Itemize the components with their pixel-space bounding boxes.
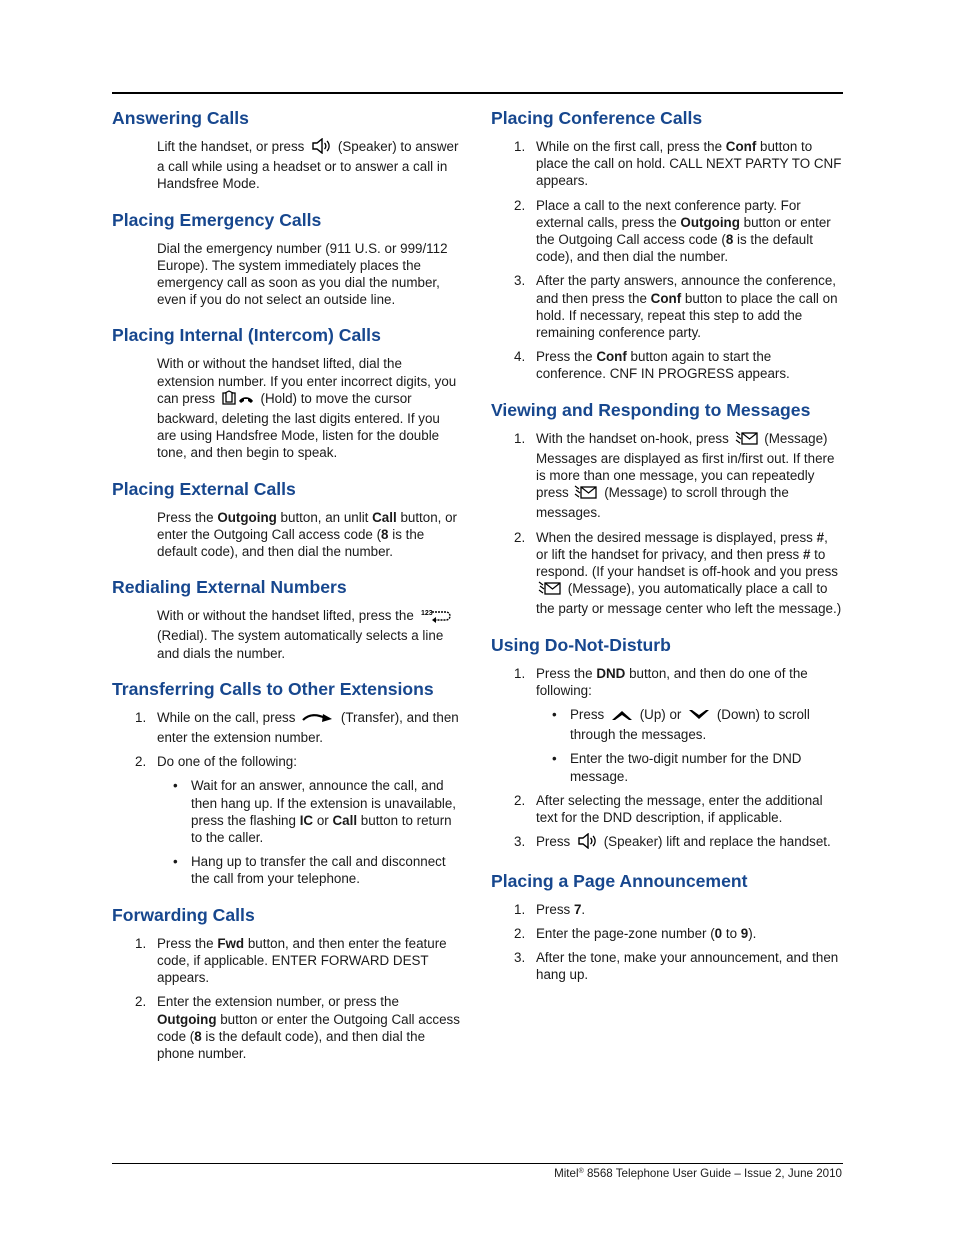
list-item: 1. While on the call, press (Transfer), and then enter the extension number. [135,709,459,746]
section-dnd [491,633,843,854]
section-emergency-calls [112,208,462,309]
heading-dnd: Using Do-Not-Disturb [491,634,671,655]
heading-transferring: Transferring Calls to Other Extensions [112,678,434,699]
list-item: • Hang up to transfer the call and disconnect the call from your telephone. [173,854,446,887]
list-item: • Press (Up) or (Down) to scroll through the messages. [552,707,810,743]
heading-external-calls: Placing External Calls [112,478,296,499]
section-redialing [112,575,462,662]
section-transferring [112,677,462,888]
message-icon [574,484,598,504]
internal-calls-text: With or without the handset lifted, dial the extension number. If you enter incorrect digits, you can press (Hold) to move the cursor backward, deleting the last digits entered. If you are using Handsfree Mode, listen for the double tone, and then begin to speak. [157,356,457,461]
section-answering-calls [112,106,462,193]
heading-page-announcement: Placing a Page Announcement [491,870,748,891]
section-external-calls [112,477,462,561]
heading-forwarding: Forwarding Calls [112,904,255,925]
speaker-icon [310,138,332,158]
down-arrow-icon [687,708,711,726]
speaker-icon [576,833,598,853]
dnd-steps [491,665,843,854]
heading-emergency-calls: Placing Emergency Calls [112,209,322,230]
section-internal-calls [112,323,462,461]
list-item: 1. Press the DND button, and then do one of the following: • Press (Up) or (Down) to scroll through the messages. • Enter the two-digit number for the DND message. [491,665,843,785]
external-calls-text: Press the Outgoing button, an unlit Call button, or enter the Outgoing Call access code (8 is the default code), and then dial the number. [157,509,458,560]
list-item: 1. Press 7. [514,901,586,917]
list-item: 3. Press (Speaker) lift and replace the handset. [491,833,843,853]
list-item: 2. Do one of the following: • Wait for an answer, announce the call, and then hang up. If the extension is unavailable, press the flashing IC or Call button to return to the caller. • Hang up to transfer the call and disconnect the call from your telephone. [112,753,462,887]
page-footer: Mitel® 8568 Telephone User Guide – Issue 2, June 2010 [554,1167,842,1180]
redial-icon [420,607,454,627]
section-messages [491,398,843,618]
transfer-steps [112,709,462,888]
list-item: 2. Enter the extension number, or press the Outgoing button or enter the Outgoing Call access code (8 is the default code), and then dial the phone number. [135,994,460,1061]
dnd-options [536,706,843,785]
section-forwarding [112,903,462,1062]
hold-icon [221,390,255,410]
message-icon [735,430,759,450]
list-item: 2. Enter the page-zone number (0 to 9). [514,925,757,941]
left-column [112,106,462,1077]
list-item: 1. While on the first call, press the Conf button to place the call on hold. CALL NEXT PARTY TO CNF appears. [514,139,842,189]
list-item: 1. With the handset on-hook, press (Message) Messages are displayed as first in/first out. If there is more than one message, you can repeatedly press (Message) to scroll through the messages. [514,430,835,521]
list-item: 2. When the desired message is displayed, press #, or lift the handset for privacy, and then press # to respond. (If your handset is off-hook and you press (Message), you automatically place a call to the party or message center who left the message.) [514,529,842,617]
heading-messages: Viewing and Responding to Messages [491,399,811,420]
right-column [491,106,843,998]
list-item: 1. Press the Fwd button, and then enter the feature code, if applicable. ENTER FORWARD DEST appears. [135,935,447,986]
message-steps [491,430,843,618]
up-arrow-icon [610,708,634,726]
header-rule [112,92,843,94]
heading-answering-calls: Answering Calls [112,108,249,128]
list-item: 3. After the tone, make your announcement, and then hang up. [514,949,839,983]
list-item: 2. Place a call to the next conference party. For external calls, press the Outgoing button or enter the Outgoing Call access code (8 is the default code), and then dial the number. [514,197,831,265]
svg-text:123: 123 [420,610,433,618]
list-item: 3. After the party answers, announce the conference, and then press the Conf button to place the call on hold. If necessary, repeat this step to add the remaining conference party. [514,273,838,341]
redialing-text: With or without the handset lifted, press the 123 (Redial). The system automatically selects a line and dials the number. [157,607,462,662]
footer-rule [112,1163,843,1164]
emergency-calls-text: Dial the emergency number (911 U.S. or 999/112 Europe). The system immediately places the emergency call as soon as you dial the number, even if you do not select an outside line. [157,240,448,308]
message-icon [538,580,562,600]
conference-steps [491,138,843,383]
section-conference-calls [491,106,843,383]
page-steps [491,901,843,984]
forward-steps [112,935,462,1062]
list-item: 2. After selecting the message, enter the additional text for the DND description, if applicable. [514,792,823,826]
heading-redialing: Redialing External Numbers [112,577,347,598]
list-item: • Enter the two-digit number for the DND message. [552,751,802,784]
list-item: • Wait for an answer, announce the call, and then hang up. If the extension is unavailable, press the flashing IC or Call button to return to the caller. [173,778,457,846]
answering-calls-text: Lift the handset, or press (Speaker) to answer a call while using a headset or to answer a call in Handsfree Mode. [157,139,459,192]
transfer-icon [301,711,335,729]
section-page-announcement [491,869,843,984]
heading-internal-calls: Placing Internal (Intercom) Calls [112,325,381,346]
heading-conference-calls: Placing Conference Calls [491,108,703,128]
list-item: 4. Press the Conf button again to start the conference. CNF IN PROGRESS appears. [514,349,790,382]
transfer-options [157,777,462,887]
